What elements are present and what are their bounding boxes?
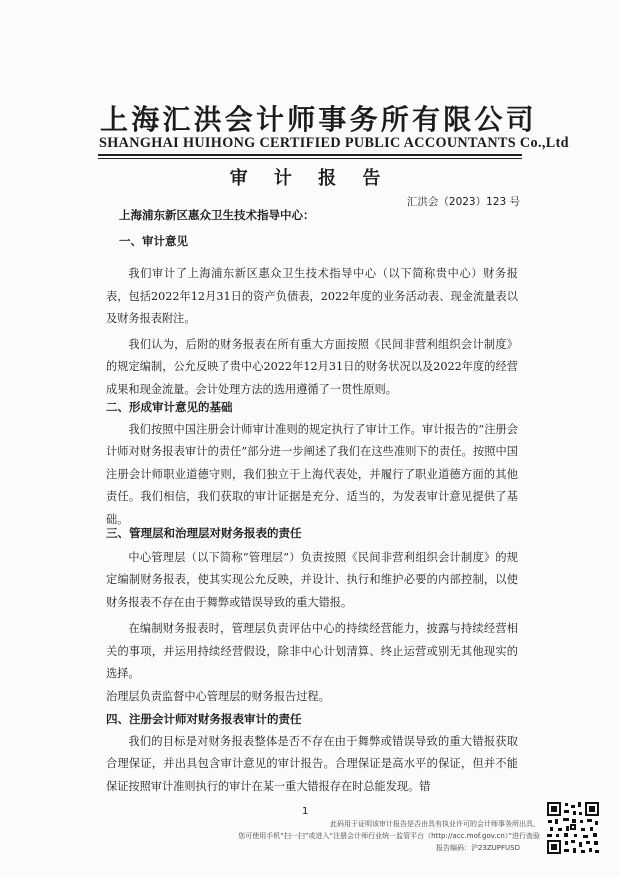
firm-name-cn: 上海汇洪会计师事务所有限公司	[100, 103, 537, 136]
paragraph: 我们的目标是对财务报表整体是否不存在由于舞弊或错误导致的重大错报获取合理保证，并出具包含审计意见的审计报告。合理保证是高水平的保证，但并不能保证按照审计准则执行的审计在某一重大错报存在时总能发现。错	[106, 734, 518, 793]
paragraph: 治理层负责监督中心管理层的财务报告过程。	[106, 689, 330, 703]
section-heading: 二、形成审计意见的基础	[106, 400, 233, 414]
footer-line-1: 此码用于证明该审计报告是否由具有执业许可的会计师事务所出具，	[330, 820, 540, 828]
paragraph: 在编制财务报表时，管理层负责评估中心的持续经营能力，披露与持续经营相关的事项，并运用持续经营假设，除非中心计划清算、终止运营或别无其他现实的选择。	[106, 622, 518, 680]
verification-footer	[150, 818, 540, 854]
section-2	[106, 396, 518, 531]
verification-qr-code[interactable]	[545, 800, 601, 856]
firm-name-en: SHANGHAI HUIHONG CERTIFIED PUBLIC ACCOUNTANTS Co.,Ltd	[99, 135, 569, 151]
header-rule-thick	[98, 154, 522, 156]
footer-line-2: 您可使用手机“扫一扫”或进入“注册会计师行业统一监管平台（http://acc.mof.gov.cn）”进行查验	[238, 832, 540, 840]
report-title: 审 计 报 告	[229, 168, 391, 189]
reference-number: 汇洪会（2023）123 号	[406, 196, 520, 208]
page-number: 1	[302, 806, 309, 817]
section-heading: 四、注册会计师对财务报表审计的责任	[106, 712, 302, 726]
addressee: 上海浦东新区惠众卫生技术指导中心：	[119, 208, 315, 222]
header-rule-thin	[98, 158, 522, 159]
section-4	[106, 708, 518, 798]
qr-report-code: 沪23ZUPFUSD	[470, 844, 520, 852]
section-1	[106, 230, 518, 253]
section-heading: 一、审计意见	[119, 234, 188, 248]
qr-label: 报告编码：	[435, 844, 471, 852]
section-3	[106, 522, 518, 708]
section-heading: 三、管理层和治理层对财务报表的责任	[106, 526, 302, 540]
paragraph: 我们按照中国注册会计师审计准则的规定执行了审计工作。审计报告的“注册会计师对财务报表审计的责任”部分进一步阐述了我们在这些准则下的责任。按照中国注册会计师职业道德守则，我们独立于上海代表处，并履行了职业道德方面的其他责任。我们相信，我们获取的审计证据是充分、适当的，为发表审计意见提供了基础。	[106, 422, 518, 526]
section-1-body	[106, 263, 518, 401]
paragraph: 我们审计了上海浦东新区惠众卫生技术指导中心（以下简称贵中心）财务报表，包括2022年12月31日的资产负债表，2022年度的业务活动表、现金流量表以及财务报表附注。	[106, 267, 518, 325]
paragraph: 中心管理层（以下简称“管理层”）负责按照《民间非营利组织会计制度》的规定编制财务报表，使其实现公允反映，并设计、执行和维护必要的内部控制，以使财务报表不存在由于舞弊或错误导致的重大错报。	[106, 550, 518, 609]
paragraph: 我们认为，后附的财务报表在所有重大方面按照《民间非营利组织会计制度》的规定编制，公允反映了贵中心2022年12月31日的财务状况以及2022年度的经营成果和现金流量。会计处理方法的选用遵循了一贯性原则。	[106, 337, 518, 396]
